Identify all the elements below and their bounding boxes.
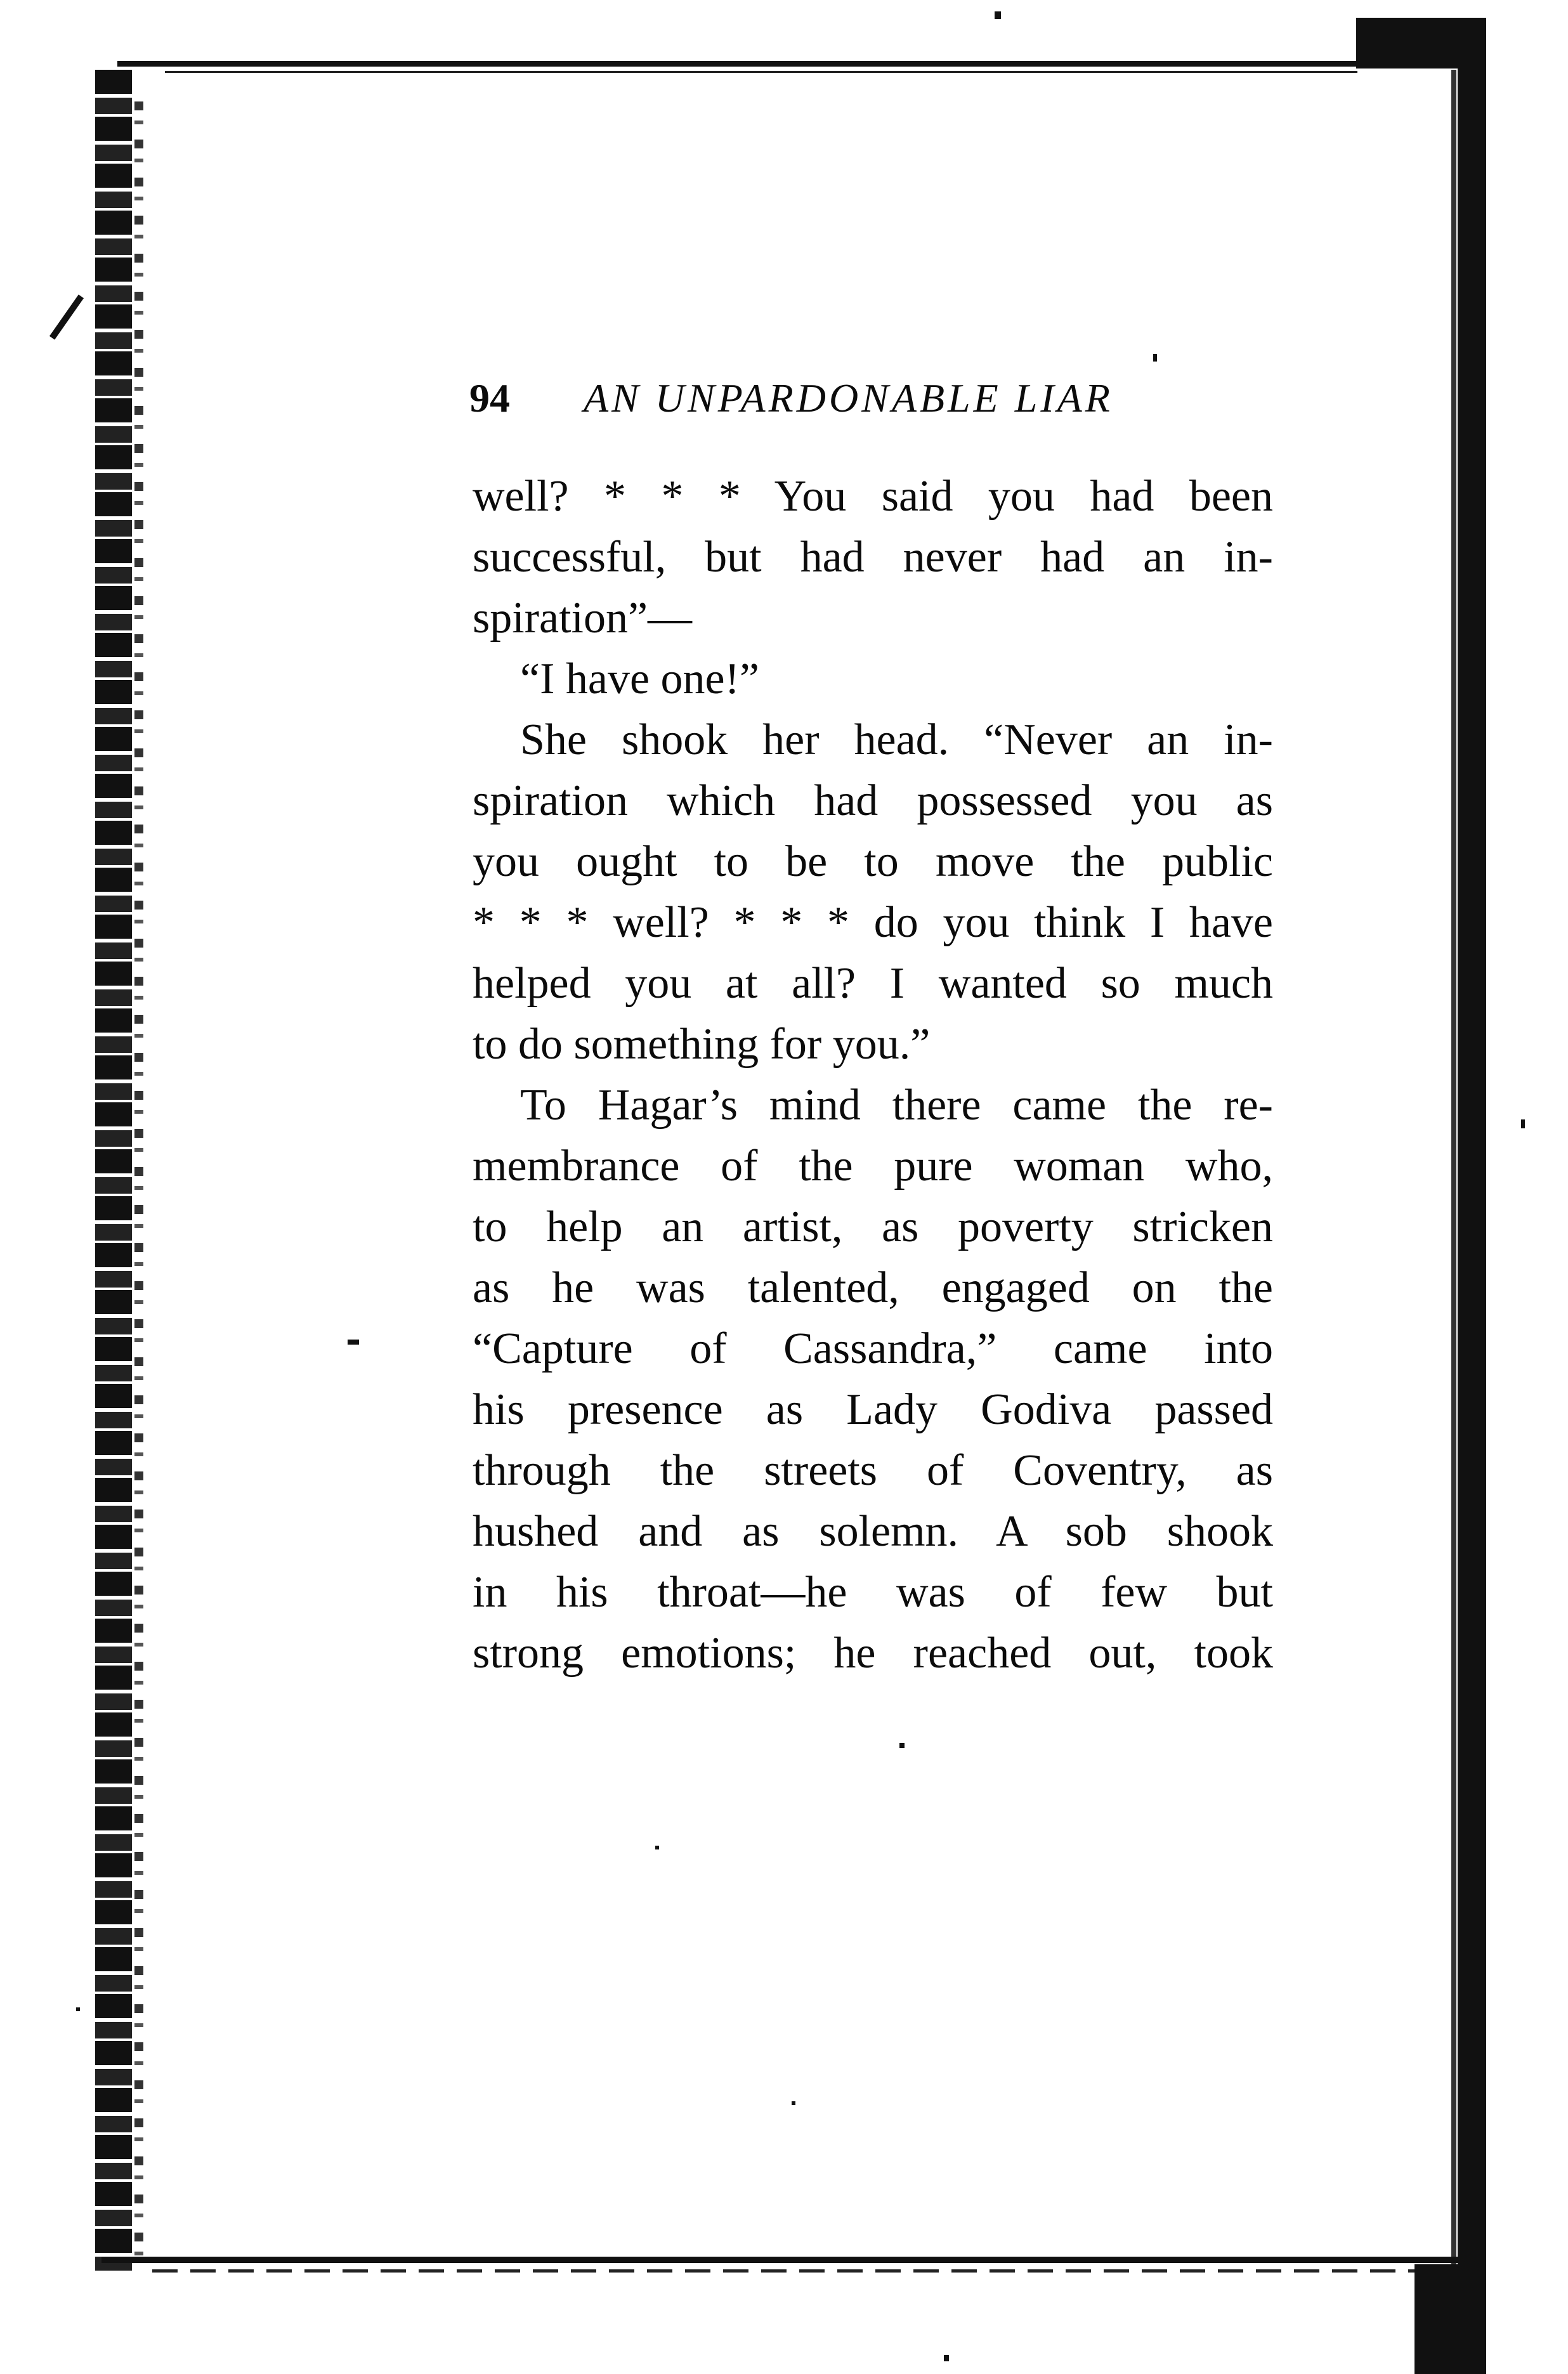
text-line: She shook her head. “Never an in- (520, 715, 1273, 764)
page-right-edge (1458, 18, 1486, 2374)
scan-speck (899, 1743, 905, 1748)
scan-speck (995, 11, 1001, 19)
text-line: to help an artist, as poverty stricken (473, 1203, 1273, 1251)
book-spine-edge (95, 70, 132, 2271)
text-line: * * * well? * * * do you think I have (473, 898, 1273, 947)
text-line: his presence as Lady Godiva passed (473, 1385, 1273, 1434)
running-header (469, 373, 1281, 424)
text-line: spiration which had possessed you as (473, 776, 1273, 825)
text-line: as he was talented, engaged on the (473, 1263, 1273, 1312)
text-line: membrance of the pure woman who, (473, 1142, 1273, 1190)
text-line: well? * * * You said you had been (473, 472, 1273, 521)
text-line: helped you at all? I wanted so much (473, 959, 1273, 1008)
body-text (473, 466, 1273, 1684)
page-top-edge-inner (165, 71, 1357, 73)
scan-speck (348, 1340, 359, 1345)
book-spine-inner-edge (134, 101, 143, 2258)
page-bottom-edge-inner (152, 2269, 1453, 2273)
text-line: spiration”— (473, 594, 693, 642)
page-right-edge-inner (1451, 70, 1456, 2277)
page-top-edge (117, 61, 1370, 67)
text-line: “I have one!” (520, 655, 759, 703)
scan-speck (655, 1846, 659, 1849)
scan-speck (49, 294, 84, 339)
page-bottom-edge (101, 2257, 1459, 2263)
scan-speck (1153, 354, 1157, 362)
text-line: in his throat—he was of few but (473, 1568, 1273, 1617)
text-line: you ought to be to move the public (473, 837, 1273, 886)
scan-speck (76, 2007, 80, 2011)
text-line: successful, but had never had an in- (473, 533, 1273, 582)
book-title: AN UNPARDONABLE LIAR (584, 375, 1113, 421)
page-number: 94 (469, 375, 510, 421)
text-line: to do something for you.” (473, 1020, 931, 1069)
text-line: hushed and as solemn. A sob shook (473, 1507, 1273, 1556)
text-line: strong emotions; he reached out, took (473, 1629, 1273, 1678)
scan-speck (1521, 1119, 1525, 1128)
text-line: “Capture of Cassandra,” came into (473, 1324, 1273, 1373)
page-edge-shadow-bottom-right (1414, 2264, 1486, 2374)
scan-speck (792, 2101, 795, 2105)
scan-speck (944, 2355, 949, 2361)
text-line: through the streets of Coventry, as (473, 1446, 1273, 1495)
text-line: To Hagar’s mind there came the re- (520, 1081, 1273, 1130)
